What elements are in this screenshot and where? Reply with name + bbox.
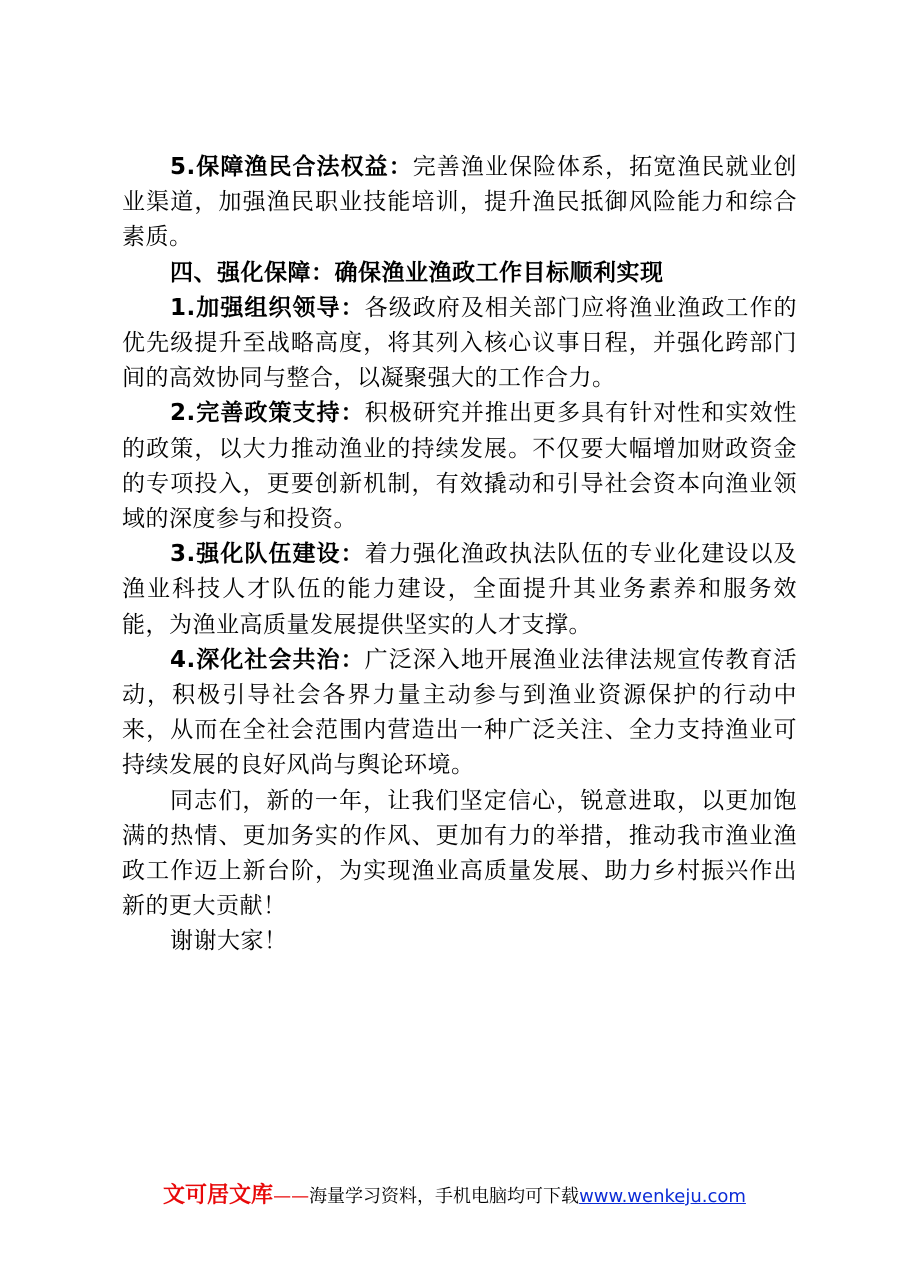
paragraph-text: 各级政府及相关部门应将渔业渔政工作的优先级提升至战略高度，将其列入核心议事日程，并强化跨部门间的高效协同与整合，以凝聚强大的工作合力。 — [122, 294, 797, 392]
paragraph-lead: 2.完善政策支持： — [170, 400, 365, 427]
footer-slogan: 海量学习资料，手机电脑均可下载 — [309, 1186, 580, 1207]
paragraph-protect-fishermen-rights — [122, 150, 797, 256]
paragraph-lead: 5.保障渔民合法权益： — [170, 154, 413, 180]
paragraph-text: 广泛深入地开展渔业法律法规宣传教育活动，积极引导社会各界力量主动参与到渔业资源保护的行动中来，从而在全社会范围内营造出一种广泛关注、全力支持渔业可持续发展的良好风尚与舆论环境。 — [122, 646, 797, 779]
paragraph-team-building — [122, 537, 797, 643]
paragraph-lead: 4.深化社会共治： — [170, 646, 365, 673]
paragraph-text: 着力强化渔政执法队伍的专业化建设以及渔业科技人才队伍的能力建设，全面提升其业务素养和服务效能，为渔业高质量发展提供坚实的人才支撑。 — [122, 541, 797, 638]
paragraph-text: 积极研究并推出更多具有针对性和实效性的政策，以大力推动渔业的持续发展。不仅要大幅增加财政资金的专项投入，更要创新机制，有效撬动和引导社会资本向渔业领域的深度参与和投资。 — [122, 400, 797, 533]
section-heading-4: 四、强化保障：确保渔业渔政工作目标顺利实现 — [170, 259, 664, 286]
paragraph-closing: 同志们，新的一年，让我们坚定信心，锐意进取，以更加饱满的热情、更加务实的作风、更加有力的举措，推动我市渔业渔政工作迈上新台阶，为实现渔业高质量发展、助力乡村振兴作出新的更大贡献！ — [122, 787, 797, 920]
footer-brand: 文可居文库 — [163, 1183, 274, 1208]
paragraph-social-governance — [122, 643, 797, 784]
document-body — [122, 150, 797, 960]
paragraph-policy-support — [122, 396, 797, 537]
paragraph-lead: 1.加强组织领导： — [170, 294, 365, 321]
footer-banner — [0, 1183, 909, 1210]
paragraph-text: 完善渔业保险体系，拓宽渔民就业创业渠道，加强渔民职业技能培训，提升渔民抵御风险能力和综合素质。 — [122, 154, 798, 251]
footer-separator: —— — [273, 1186, 310, 1207]
paragraph-lead: 3.强化队伍建设： — [170, 541, 365, 568]
paragraph-organization-leadership — [122, 291, 797, 397]
footer-website-link[interactable]: www.wenkeju.com — [579, 1186, 746, 1207]
paragraph-thanks: 谢谢大家！ — [170, 928, 288, 955]
